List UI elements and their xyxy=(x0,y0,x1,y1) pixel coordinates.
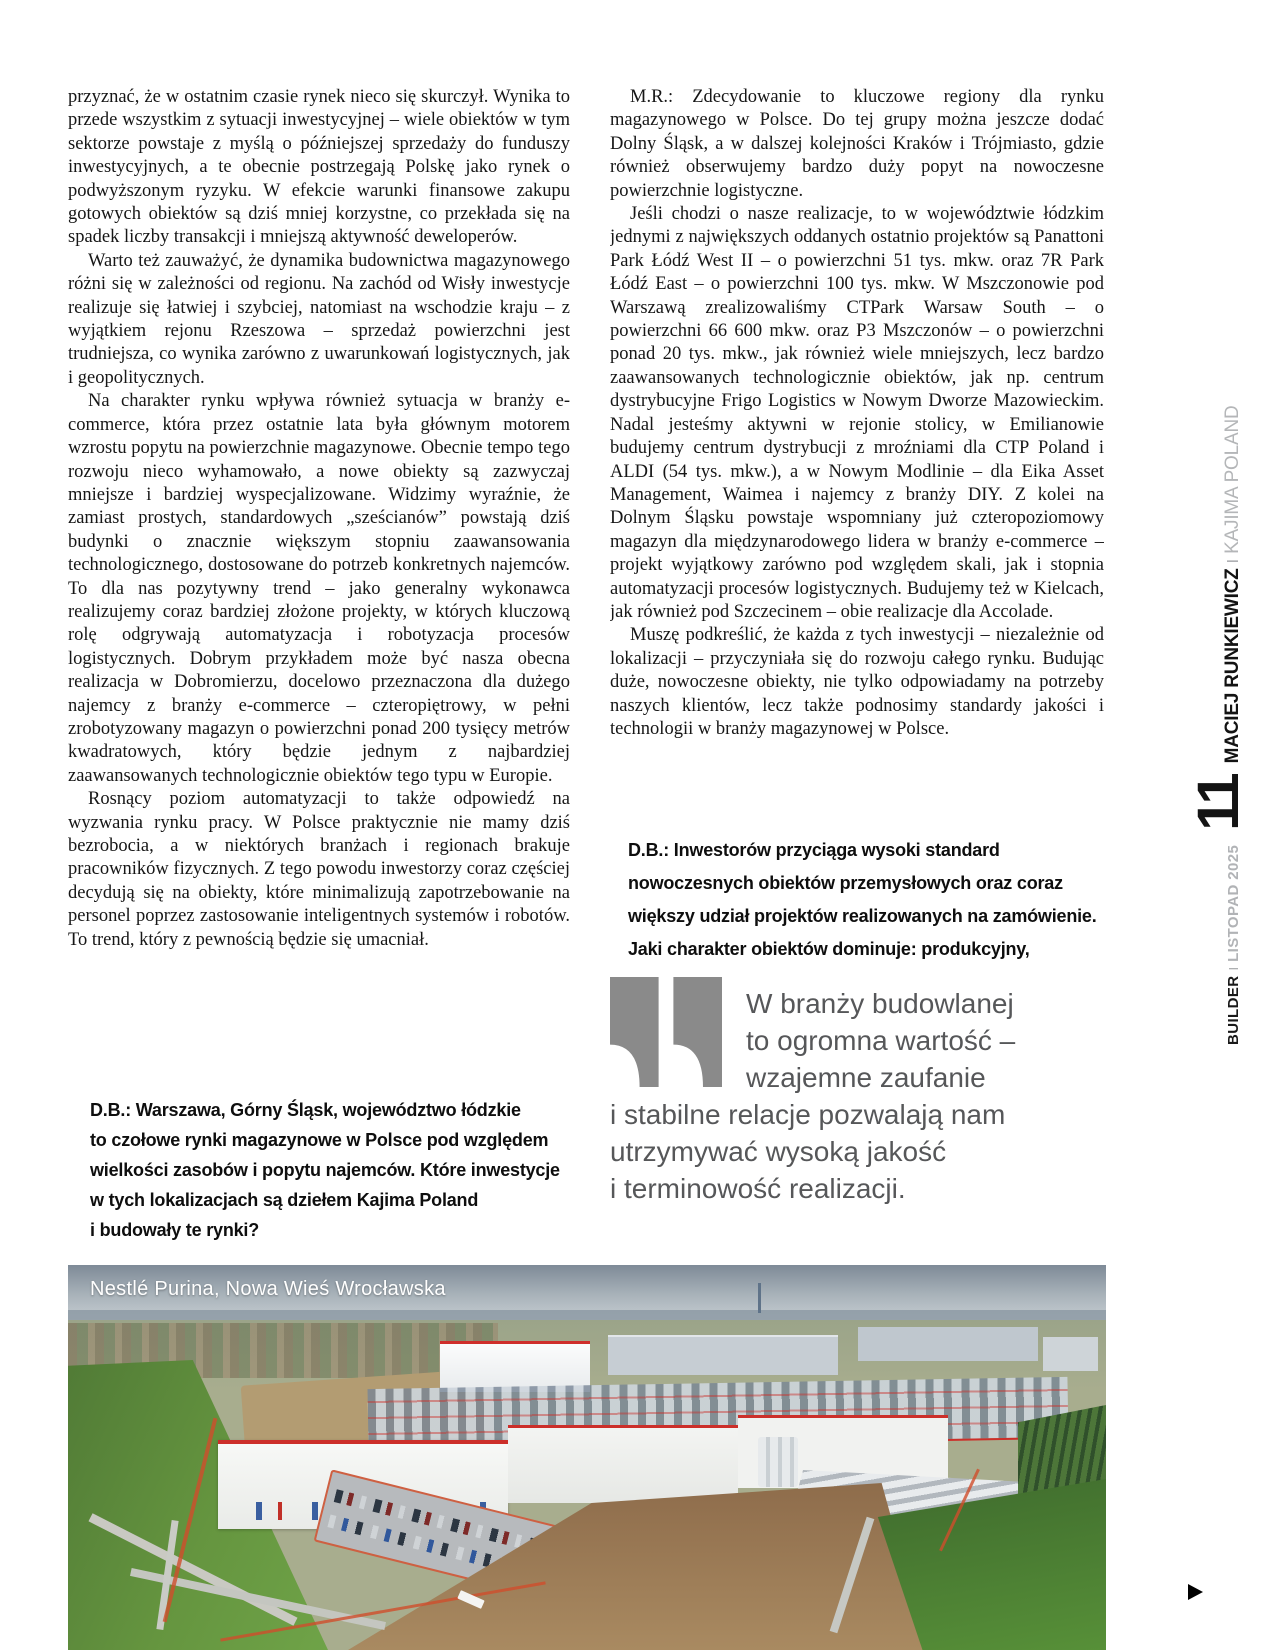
separator: I xyxy=(1226,966,1241,971)
paragraph: przyznać, że w ostatnim czasie rynek nieco się skurczył. Wynika to przede wszystkim z sytuacji inwestycyjnej – wiele obiektów w tym sektorze powstaje z myślą o późniejszej sprzedaży do funduszy inwestycyjnych, a te obecnie postrzegają Polskę jako rynek o podwyższonym ryzyku. W efekcie warunki finansowe zakupu gotowych obiektów są dziś mniej korzystne, co przekłada się na spadek liczby transakcji i mniejszą aktywność deweloperów. xyxy=(68,87,570,248)
magazine-name: BUILDER xyxy=(1225,975,1242,1045)
interviewer-question-left xyxy=(90,1095,560,1245)
question-line: wielkości zasobów i popytu najemców. Które inwestycje xyxy=(90,1160,560,1180)
pull-quote xyxy=(610,985,1080,1207)
issue-label: LISTOPAD 2025 xyxy=(1225,844,1242,962)
page-corner-arrow-icon xyxy=(1188,1584,1203,1600)
pull-quote-line: wzajemne zaufanie xyxy=(746,1062,986,1093)
photo-distant-warehouse xyxy=(858,1327,1038,1361)
pull-quote-line: W branży budowlanej xyxy=(746,988,1014,1019)
question-line: większy udział projektów realizowanych na zamówienie. xyxy=(628,906,1097,926)
article-column-right xyxy=(610,86,1104,826)
company-name: KAJIMA POLAND xyxy=(1222,405,1243,554)
photo-caption: Nestlé Purina, Nowa Wieś Wrocławska xyxy=(90,1278,446,1300)
paragraph: Rosnący poziom automatyzacji to także odpowiedź na wyzwania rynku pracy. W Polsce praktycznie nie mamy dziś bezrobocia, a w niektórych branżach i regionach brakuje pracowników fizycznych. Z tego powodu inwestorzy coraz częściej decydują się na obiekty, które minimalizują zapotrzebowanie na personel poprzez zastosowanie inteligentnych systemów i robotów. To trend, który z pewnością będzie się umacniał. xyxy=(68,789,570,950)
question-line: to czołowe rynki magazynowe w Polsce pod względem xyxy=(90,1130,549,1150)
interviewer-question-right xyxy=(628,834,1097,966)
photo-silos xyxy=(758,1437,798,1487)
paragraph: Na charakter rynku wpływa również sytuacja w branży e-commerce, która przez ostatnie lata była głównym motorem wzrostu popytu na powierzchnie magazynowe. Obecnie tempo tego rozwoju nieco wyhamowało, a nowe obiekty są zazwyczaj mniejsze i bardziej wyspecjalizowane. Widzimy wyraźnie, że zamiast prostych, standardowych „sześcianów” powstają dziś budynki o znacznie większym stopniu zaawansowania technologicznego, dostosowane do potrzeb konkretnych najemców. To dla nas pozytywny trend – jako generalny wykonawca realizujemy coraz bardziej złożone projekty, w których kluczową rolę odgrywają automatyzacja i robotyzacja procesów logistycznych. Dobrym przykładem może być nasza obecna realizacja w Dobromierzu, docelowo przeznaczona dla dużego najemcy z branży e-commerce – czteropiętrowy, w pełni zrobotyzowany magazyn o powierzchni ponad 200 tysięcy metrów kwadratowych, który będzie jednym z najbardziej zaawansowanych technologicznie obiektów tego typu w Europie. xyxy=(68,391,570,786)
article-column-left xyxy=(68,86,570,1086)
paragraph: Jeśli chodzi o nasze realizacje, to w województwie łódzkim jednymi z największych oddanych ostatnio projektów są Panattoni Park Łódź West II – o powierzchni 51 tys. mkw. oraz 7R Park Łódź East – o powierzchni 100 tys. mkw. W Mszczonowie pod Warszawą zrealizowaliśmy CTPark Warsaw South – o powierzchni 66 600 mkw. oraz P3 Mszczonów – o powierzchni ponad 20 tys. mkw., jak również wiele mniejszych, lecz bardzo zaawansowanych technologicznie obiektów, jak np. centrum dystrybucyjne Frigo Logistics w Nowym Dworze Mazowieckim. Nadal jesteśmy aktywni w rejonie stolicy, w Emilianowie budujemy centrum dystrybucji z mroźniami dla CTP Poland i ALDI (54 tys. mkw.), a w Nowym Modlinie – dla Eika Asset Management, Waimea i najemcy z branży DIY. Z kolei na Dolnym Śląsku powstaje wspomniany już czteropoziomowy magazyn dla międzynarodowego lidera w branży e-commerce – projekt wyjątkowy zarówno pod względem skali, jak i stopnia automatyzacji procesów logistycznych. Budujemy też w Kielcach, jak również pod Szczecinem – obie realizacje dla Accolade. xyxy=(610,204,1104,622)
aerial-photo xyxy=(68,1265,1106,1650)
photo-distant-warehouse xyxy=(608,1335,838,1375)
page-spine-sidebar xyxy=(1185,405,1251,1045)
paragraph: M.R.: Zdecydowanie to kluczowe regiony dla rynku magazynowego w Polsce. Do tej grupy można jeszcze dodać Dolny Śląsk, a w dalszej kolejności Kraków i Trójmiasto, gdzie również obserwujemy bardzo duży popyt na nowoczesne powierzchnie logistyczne. xyxy=(610,87,1104,201)
spine-text xyxy=(1185,405,1251,1045)
pull-quote-line: i terminowość realizacji. xyxy=(610,1173,906,1204)
paragraph: Muszę podkreślić, że każda z tych inwestycji – niezależnie od lokalizacji – przyczyniała się do rozwoju całego rynku. Budując duże, nowoczesne obiekty, nie tylko odpowiadamy na potrzeby naszych klientów, lecz także podnosimy standardy jakości i technologii w branży magazynowej w Polsce. xyxy=(610,625,1104,739)
question-line: w tych lokalizacjach są dziełem Kajima Poland xyxy=(90,1190,479,1210)
question-line: Jaki charakter obiektów dominuje: produkcyjny, xyxy=(628,939,1030,959)
page-number: 11 xyxy=(1186,775,1251,831)
question-line: D.B.: Inwestorów przyciąga wysoki standard xyxy=(628,840,1000,860)
photo-distant-warehouse xyxy=(1043,1337,1098,1371)
photo-tower-silhouette xyxy=(758,1283,761,1313)
question-line: nowoczesnych obiektów przemysłowych oraz coraz xyxy=(628,873,1063,893)
author-name: MACIEJ RUNKIEWICZ xyxy=(1222,568,1243,764)
pull-quote-line: utrzymywać wysoką jakość xyxy=(610,1136,947,1167)
pull-quote-line: to ogromna wartość – xyxy=(746,1025,1016,1056)
paragraph: Warto też zauważyć, że dynamika budownictwa magazynowego różni się w zależności od regionu. Na zachód od Wisły inwestycje realizuje się łatwiej i szybciej, natomiast na wschodzie kraju – z wyjątkiem rejonu Rzeszowa – sprzedaż powierzchni jest trudniejsza, co wynika zarówno z uwarunkowań logistycznych, jak i geopolitycznych. xyxy=(68,250,570,388)
photo-factory-hall xyxy=(508,1425,738,1503)
pull-quote-line: i stabilne relacje pozwalają nam xyxy=(610,1099,1006,1130)
question-line: i budowały te rynki? xyxy=(90,1220,260,1240)
question-line: D.B.: Warszawa, Górny Śląsk, województwo łódzkie xyxy=(90,1100,521,1120)
quotation-mark-icon xyxy=(610,977,722,1096)
separator: I xyxy=(1225,558,1242,564)
